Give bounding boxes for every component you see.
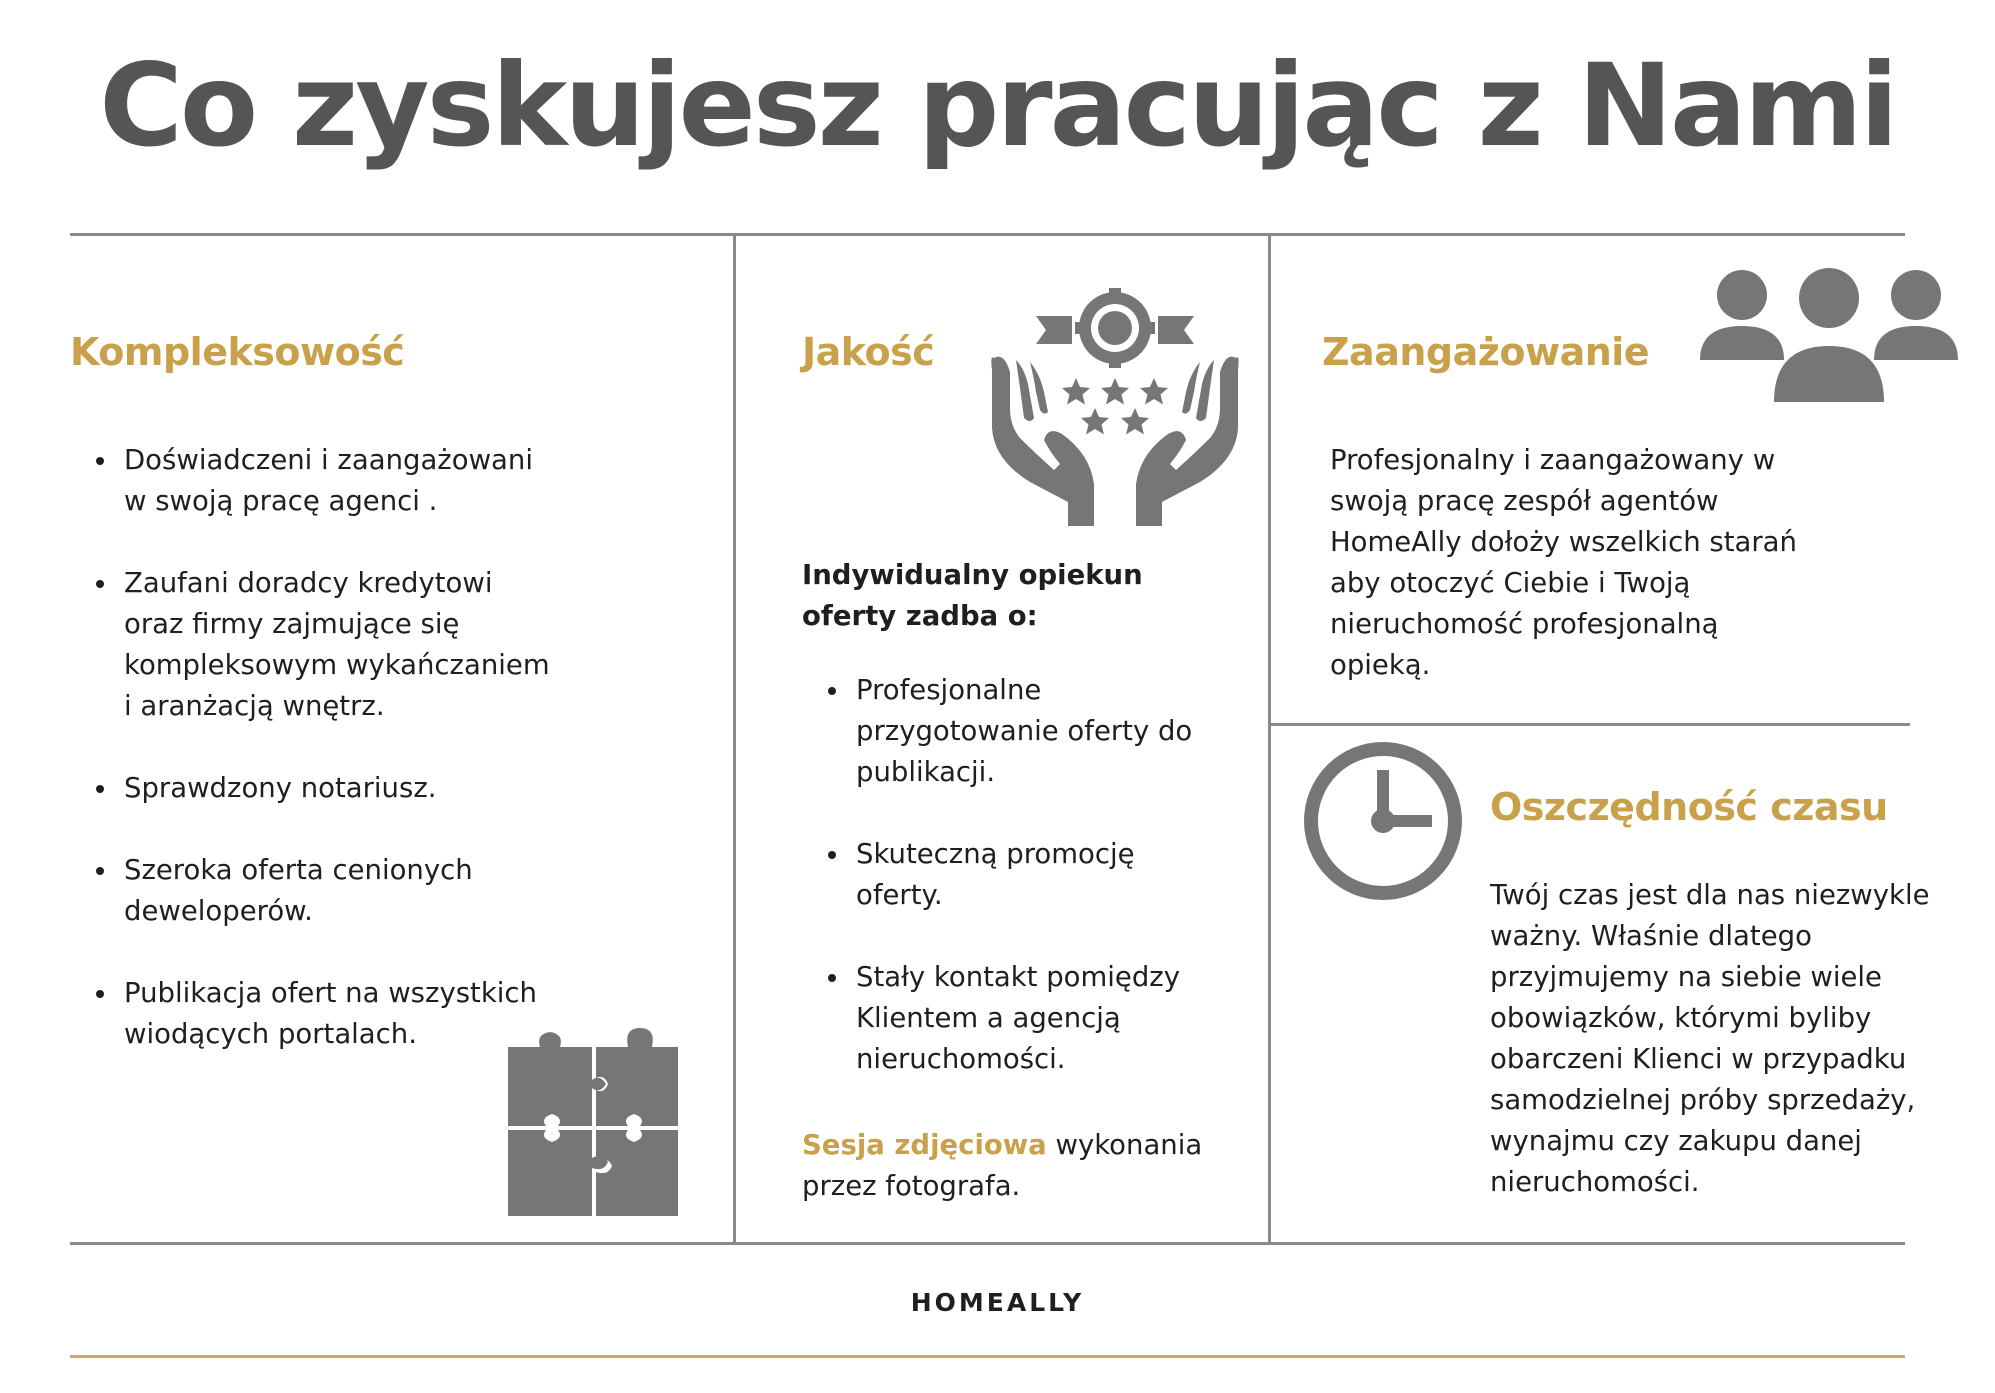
list-item xyxy=(70,768,550,809)
jakosc-intro-line: Indywidualny opiekun xyxy=(802,559,1143,591)
footer-brand: HOMEALLY xyxy=(910,1288,1085,1317)
list-item-line: nieruchomości. xyxy=(856,1043,1066,1075)
paragraph-line: obarczeni Klienci w przypadku xyxy=(1490,1043,1907,1075)
column-divider-right xyxy=(1268,235,1271,1243)
jakosc-closing-highlight: Sesja zdjęciowa xyxy=(802,1129,1047,1161)
list-item-line: przygotowanie oferty do xyxy=(856,715,1193,747)
list-item xyxy=(802,670,1192,793)
page-title: Co zyskujesz pracując z Nami xyxy=(99,39,1896,172)
paragraph-line: opieką. xyxy=(1330,649,1431,681)
list-item-line: Zaufani doradcy kredytowi xyxy=(124,567,493,599)
paragraph-line: wynajmu czy zakupu danej xyxy=(1490,1125,1862,1157)
list-item-line: Doświadczeni i zaangażowani xyxy=(124,444,533,476)
list-item-line: Profesjonalne xyxy=(856,674,1042,706)
section-heading-jakosc: Jakość xyxy=(802,330,935,374)
paragraph-line: samodzielnej próby sprzedaży, xyxy=(1490,1084,1916,1116)
people-group-icon xyxy=(1700,266,1958,406)
paragraph-line: nieruchomości. xyxy=(1490,1166,1700,1198)
paragraph-line: przyjmujemy na siebie wiele xyxy=(1490,961,1882,993)
list-item xyxy=(802,834,1192,916)
right-column-divider xyxy=(1270,723,1910,726)
list-item-line: publikacji. xyxy=(856,756,996,788)
clock-icon xyxy=(1302,740,1464,902)
kompleksowosc-list xyxy=(70,440,550,1055)
list-item-line: kompleksowym wykańczaniem xyxy=(124,649,550,681)
jakosc-closing-line-2: przez fotografa. xyxy=(802,1170,1021,1202)
section-heading-zaangazowanie: Zaangażowanie xyxy=(1322,330,1650,374)
list-item xyxy=(70,973,550,1055)
oszczednosc-paragraph xyxy=(1490,875,1930,1203)
list-item-line: Sprawdzony notariusz. xyxy=(124,772,437,804)
list-item-line: Publikacja ofert na wszystkich xyxy=(124,977,537,1009)
paragraph-line: swoją pracę zespół agentów xyxy=(1330,485,1719,517)
column-divider-left xyxy=(733,235,736,1243)
list-item xyxy=(70,440,550,522)
bottom-rule xyxy=(70,1242,1905,1245)
list-item-line: oraz firmy zajmujące się xyxy=(124,608,460,640)
list-item-line: i aranżacją wnętrz. xyxy=(124,690,385,722)
list-item-line: Szeroka oferta cenionych xyxy=(124,854,473,886)
top-rule xyxy=(70,233,1905,236)
zaangazowanie-paragraph xyxy=(1330,440,1797,686)
list-item-line: Klientem a agencją xyxy=(856,1002,1121,1034)
footer-rule xyxy=(70,1355,1905,1358)
jakosc-closing-line xyxy=(802,1125,1202,1166)
section-heading-oszczednosc: Oszczędność czasu xyxy=(1490,785,1888,829)
list-item-line: oferty. xyxy=(856,879,943,911)
puzzle-icon xyxy=(508,1028,678,1216)
list-item-line: Skuteczną promocję xyxy=(856,838,1135,870)
quality-hands-icon xyxy=(990,288,1240,526)
list-item-line: deweloperów. xyxy=(124,895,313,927)
paragraph-line: Twój czas jest dla nas niezwykle xyxy=(1490,879,1930,911)
list-item xyxy=(70,563,550,727)
jakosc-intro xyxy=(802,555,1143,637)
paragraph-line: obowiązków, którymi byliby xyxy=(1490,1002,1872,1034)
list-item xyxy=(802,957,1192,1080)
jakosc-closing xyxy=(802,1125,1202,1207)
list-item xyxy=(70,850,550,932)
list-item-line: w swoją pracę agenci . xyxy=(124,485,438,517)
list-item-line: Stały kontakt pomiędzy xyxy=(856,961,1180,993)
paragraph-line: HomeAlly dołoży wszelkich starań xyxy=(1330,526,1797,558)
paragraph-line: ważny. Właśnie dlatego xyxy=(1490,920,1812,952)
jakosc-intro-line: oferty zadba o: xyxy=(802,600,1038,632)
paragraph-line: aby otoczyć Ciebie i Twoją xyxy=(1330,567,1691,599)
section-heading-kompleksowosc: Kompleksowość xyxy=(70,330,405,374)
jakosc-closing-rest: wykonania xyxy=(1046,1129,1203,1161)
paragraph-line: Profesjonalny i zaangażowany w xyxy=(1330,444,1776,476)
list-item-line: wiodących portalach. xyxy=(124,1018,417,1050)
jakosc-list xyxy=(802,670,1192,1080)
paragraph-line: nieruchomość profesjonalną xyxy=(1330,608,1719,640)
